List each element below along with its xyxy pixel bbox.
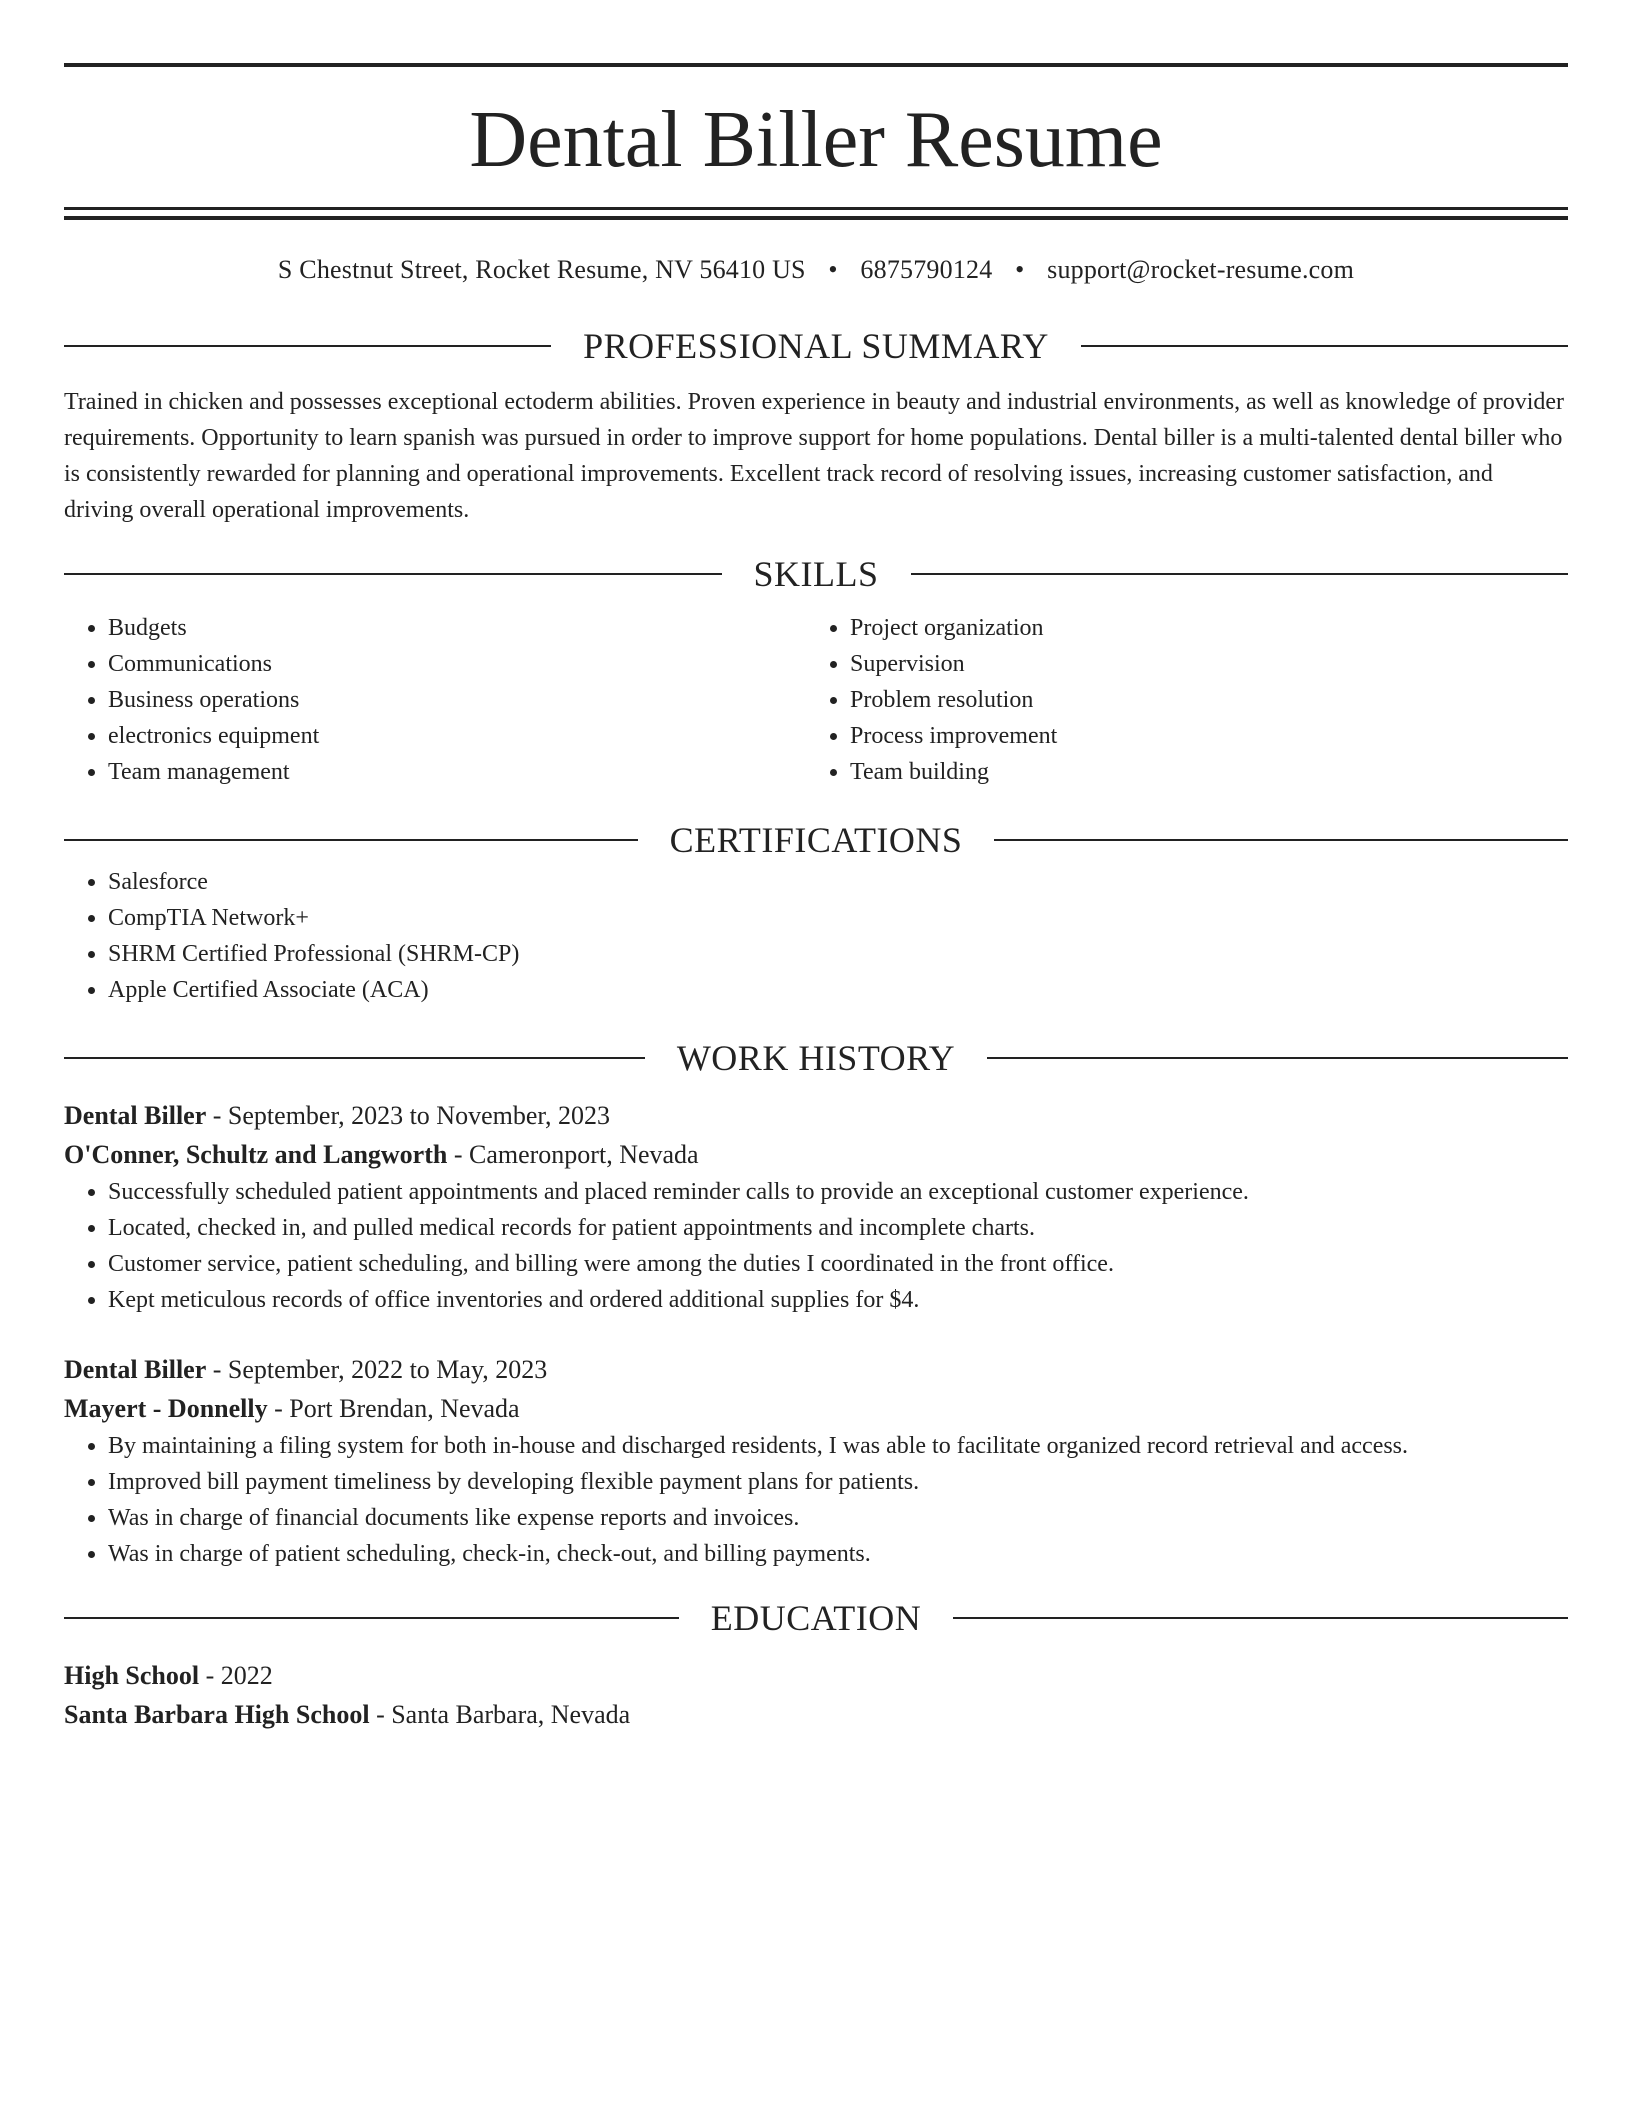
divider-line — [64, 345, 551, 347]
section-header-certifications — [64, 816, 1568, 864]
skill-item: • Supervision — [850, 646, 1548, 682]
job-title: Dental Biller — [64, 1355, 207, 1384]
section-header-summary — [64, 322, 1568, 370]
section-title-education: EDUCATION — [710, 1598, 922, 1638]
section-header-education — [64, 1594, 1568, 1642]
summary-paragraph: Trained in chicken and possesses exceptional ectoderm abilities. Proven experience in beauty and industrial environments, as well as knowledge of provider requirements. Opportunity to learn spanish was pursued in order to improve support for home populations. Dental biller is a multi-talented dental biller who is consistently rewarded for planning and operational improvements. Excellent track record of resolving issues, increasing customer satisfaction, and driving overall operational improvements. — [64, 389, 1565, 523]
job-company: O'Conner, Schultz and Langworth — [64, 1140, 448, 1169]
job-title-line — [64, 1096, 1568, 1135]
skill-item: • Team building — [850, 754, 1548, 790]
skills-list-right — [806, 610, 1548, 790]
certifications-list — [64, 864, 1568, 1008]
job-entry — [64, 1096, 1568, 1318]
job-dates: - September, 2022 to May, 2023 — [206, 1355, 548, 1384]
contact-line — [64, 252, 1568, 288]
job-title-line — [64, 1350, 1568, 1389]
contact-separator: • — [828, 255, 838, 284]
job-duty-item: • Was in charge of financial documents like expense reports and invoices. — [108, 1500, 1568, 1536]
section-header-skills — [64, 550, 1568, 598]
skill-item: • Team management — [108, 754, 806, 790]
skill-item: • electronics equipment — [108, 718, 806, 754]
top-rule — [64, 63, 1568, 67]
certification-item: • Salesforce — [108, 864, 1568, 900]
job-duty-item: • Located, checked in, and pulled medical records for patient appointments and incomplete charts. — [108, 1210, 1568, 1246]
skill-item: • Project organization — [850, 610, 1548, 646]
contact-email: support@rocket-resume.com — [1047, 255, 1355, 284]
skills-list-left — [64, 610, 806, 790]
job-duties-list — [64, 1174, 1568, 1318]
contact-address: S Chestnut Street, Rocket Resume, NV 56410 US — [277, 255, 806, 284]
divider-line — [994, 839, 1568, 841]
divider-line — [911, 573, 1569, 575]
divider-line — [1081, 345, 1568, 347]
job-title: Dental Biller — [64, 1101, 207, 1130]
divider-line — [64, 1057, 645, 1059]
resume-page — [64, 0, 1568, 1734]
job-duty-item: • Customer service, patient scheduling, and billing were among the duties I coordinated in the front office. — [108, 1246, 1568, 1282]
job-duty-item: • By maintaining a filing system for both in-house and discharged residents, I was able to facilitate organized record retrieval and access. — [108, 1428, 1568, 1464]
job-duty-item: • Improved bill payment timeliness by developing flexible payment plans for patients. — [108, 1464, 1568, 1500]
education-year: - 2022 — [199, 1661, 273, 1690]
job-company-line — [64, 1135, 1568, 1174]
divider-line — [953, 1617, 1568, 1619]
section-title-work-history: WORK HISTORY — [676, 1038, 956, 1078]
job-company-line — [64, 1389, 1568, 1428]
education-degree: High School — [64, 1661, 200, 1690]
education-school-line — [64, 1695, 1568, 1734]
skill-item: • Communications — [108, 646, 806, 682]
certification-item: • SHRM Certified Professional (SHRM-CP) — [108, 936, 1568, 972]
job-duty-item: • Successfully scheduled patient appointments and placed reminder calls to provide an exceptional customer experience. — [108, 1174, 1568, 1210]
job-duties-list — [64, 1428, 1568, 1572]
job-location: - Port Brendan, Nevada — [267, 1394, 520, 1423]
education-school: Santa Barbara High School — [64, 1700, 370, 1729]
title-double-rule — [64, 207, 1568, 220]
skills-column-left — [64, 610, 806, 790]
job-duty-item: • Was in charge of patient scheduling, check-in, check-out, and billing payments. — [108, 1536, 1568, 1572]
education-entry — [64, 1656, 1568, 1734]
certification-item: • Apple Certified Associate (ACA) — [108, 972, 1568, 1008]
contact-separator: • — [1015, 255, 1025, 284]
divider-line — [64, 1617, 679, 1619]
skills-grid — [64, 610, 1568, 790]
resume-title: Dental Biller Resume — [469, 96, 1163, 184]
skill-item: • Business operations — [108, 682, 806, 718]
job-company: Mayert - Donnelly — [64, 1394, 268, 1423]
section-title-certifications: CERTIFICATIONS — [669, 820, 963, 860]
section-title-summary: PROFESSIONAL SUMMARY — [583, 326, 1049, 366]
skill-item: • Problem resolution — [850, 682, 1548, 718]
skill-item: • Budgets — [108, 610, 806, 646]
contact-phone: 6875790124 — [860, 255, 993, 284]
skill-item: • Process improvement — [850, 718, 1548, 754]
job-dates: - September, 2023 to November, 2023 — [206, 1101, 610, 1130]
divider-line — [987, 1057, 1568, 1059]
section-title-skills: SKILLS — [753, 554, 879, 594]
divider-line — [64, 839, 638, 841]
skills-column-right — [806, 610, 1548, 790]
education-location: - Santa Barbara, Nevada — [369, 1700, 631, 1729]
section-header-work-history — [64, 1034, 1568, 1082]
job-location: - Cameronport, Nevada — [447, 1140, 699, 1169]
certification-item: • CompTIA Network+ — [108, 900, 1568, 936]
job-entry — [64, 1350, 1568, 1572]
divider-line — [64, 573, 722, 575]
job-duty-item: • Kept meticulous records of office inventories and ordered additional supplies for $4. — [108, 1282, 1568, 1318]
education-degree-line — [64, 1656, 1568, 1695]
